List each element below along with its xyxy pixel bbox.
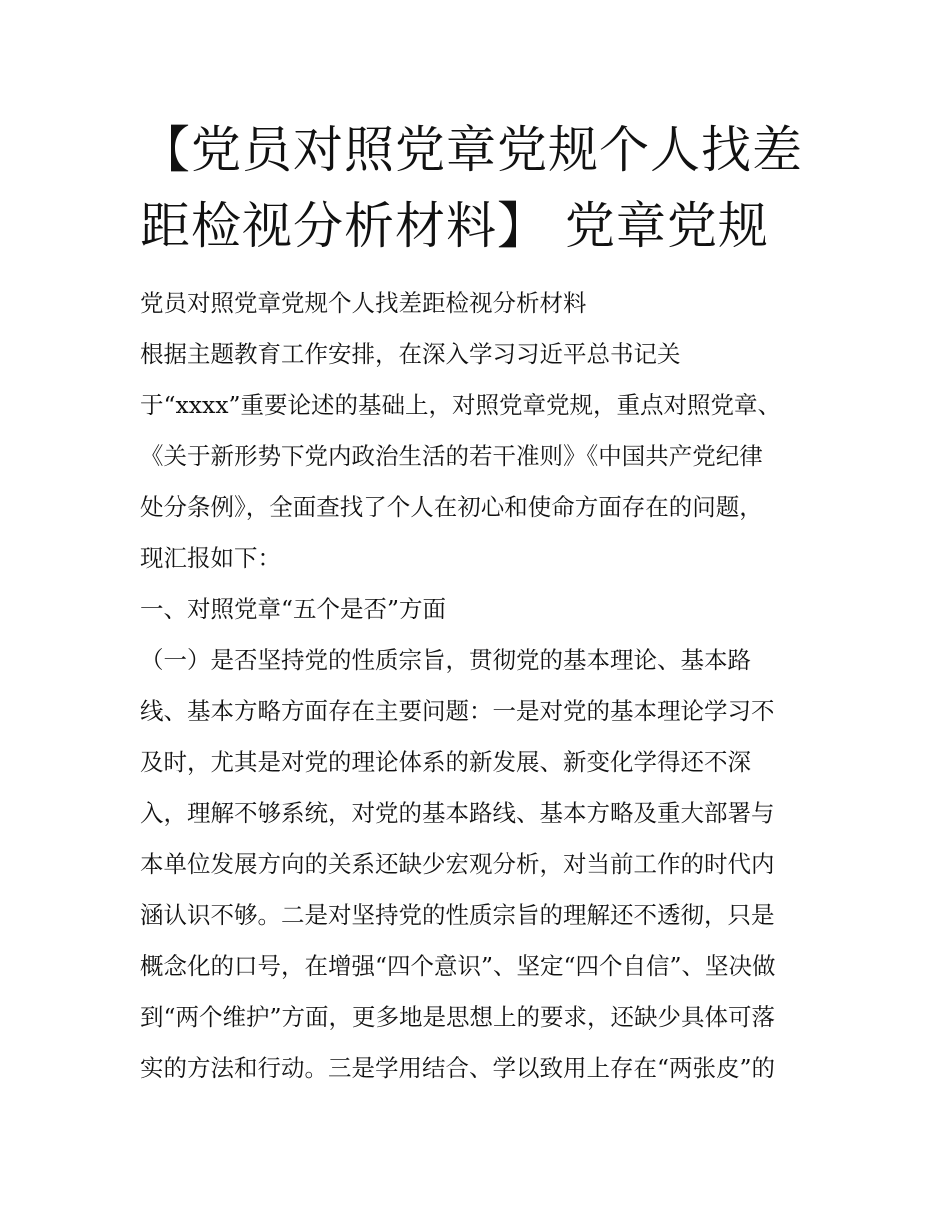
title-line: 【党员对照党章党规个人找差 <box>140 121 803 179</box>
body-line: 线、基本方略方面存在主要问题：一是对党的基本理论学习不 <box>140 697 775 725</box>
body-line: 概念化的口号，在增强“四个意识”、坚定“四个自信”、坚决做 <box>140 952 776 980</box>
body-line: 现汇报如下： <box>140 544 281 572</box>
body-line: 到“两个维护”方面，更多地是思想上的要求，还缺少具体可落 <box>140 1003 776 1031</box>
section-heading: 一、对照党章“五个是否”方面 <box>140 595 447 623</box>
document-title <box>140 112 830 264</box>
body-line: 及时，尤其是对党的理论体系的新发展、新变化学得还不深 <box>140 748 751 776</box>
body-line: 涵认识不够。二是对坚持党的性质宗旨的理解还不透彻，只是 <box>140 901 775 929</box>
title-line: 距检视分析材料】 党章党规 <box>140 197 769 255</box>
document-body <box>140 278 830 1094</box>
body-line: 《关于新形势下党内政治生活的若干准则》《中国共产党纪律 <box>140 442 763 470</box>
body-line: 本单位发展方向的关系还缺少宏观分析，对当前工作的时代内 <box>140 850 775 878</box>
body-line: 处分条例》，全面查找了个人在初心和使命方面存在的问题， <box>140 493 763 521</box>
body-line: 于“xxxx”重要论述的基础上，对照党章党规，重点对照党章、 <box>140 391 782 419</box>
body-line: 入，理解不够系统，对党的基本路线、基本方略及重大部署与 <box>140 799 775 827</box>
subtitle-line: 党员对照党章党规个人找差距检视分析材料 <box>140 289 587 317</box>
body-line: （一）是否坚持党的性质宗旨，贯彻党的基本理论、基本路 <box>140 646 751 674</box>
body-line: 根据主题教育工作安排，在深入学习习近平总书记关 <box>140 340 681 368</box>
body-line: 实的方法和行动。三是学用结合、学以致用上存在“两张皮”的 <box>140 1054 776 1082</box>
